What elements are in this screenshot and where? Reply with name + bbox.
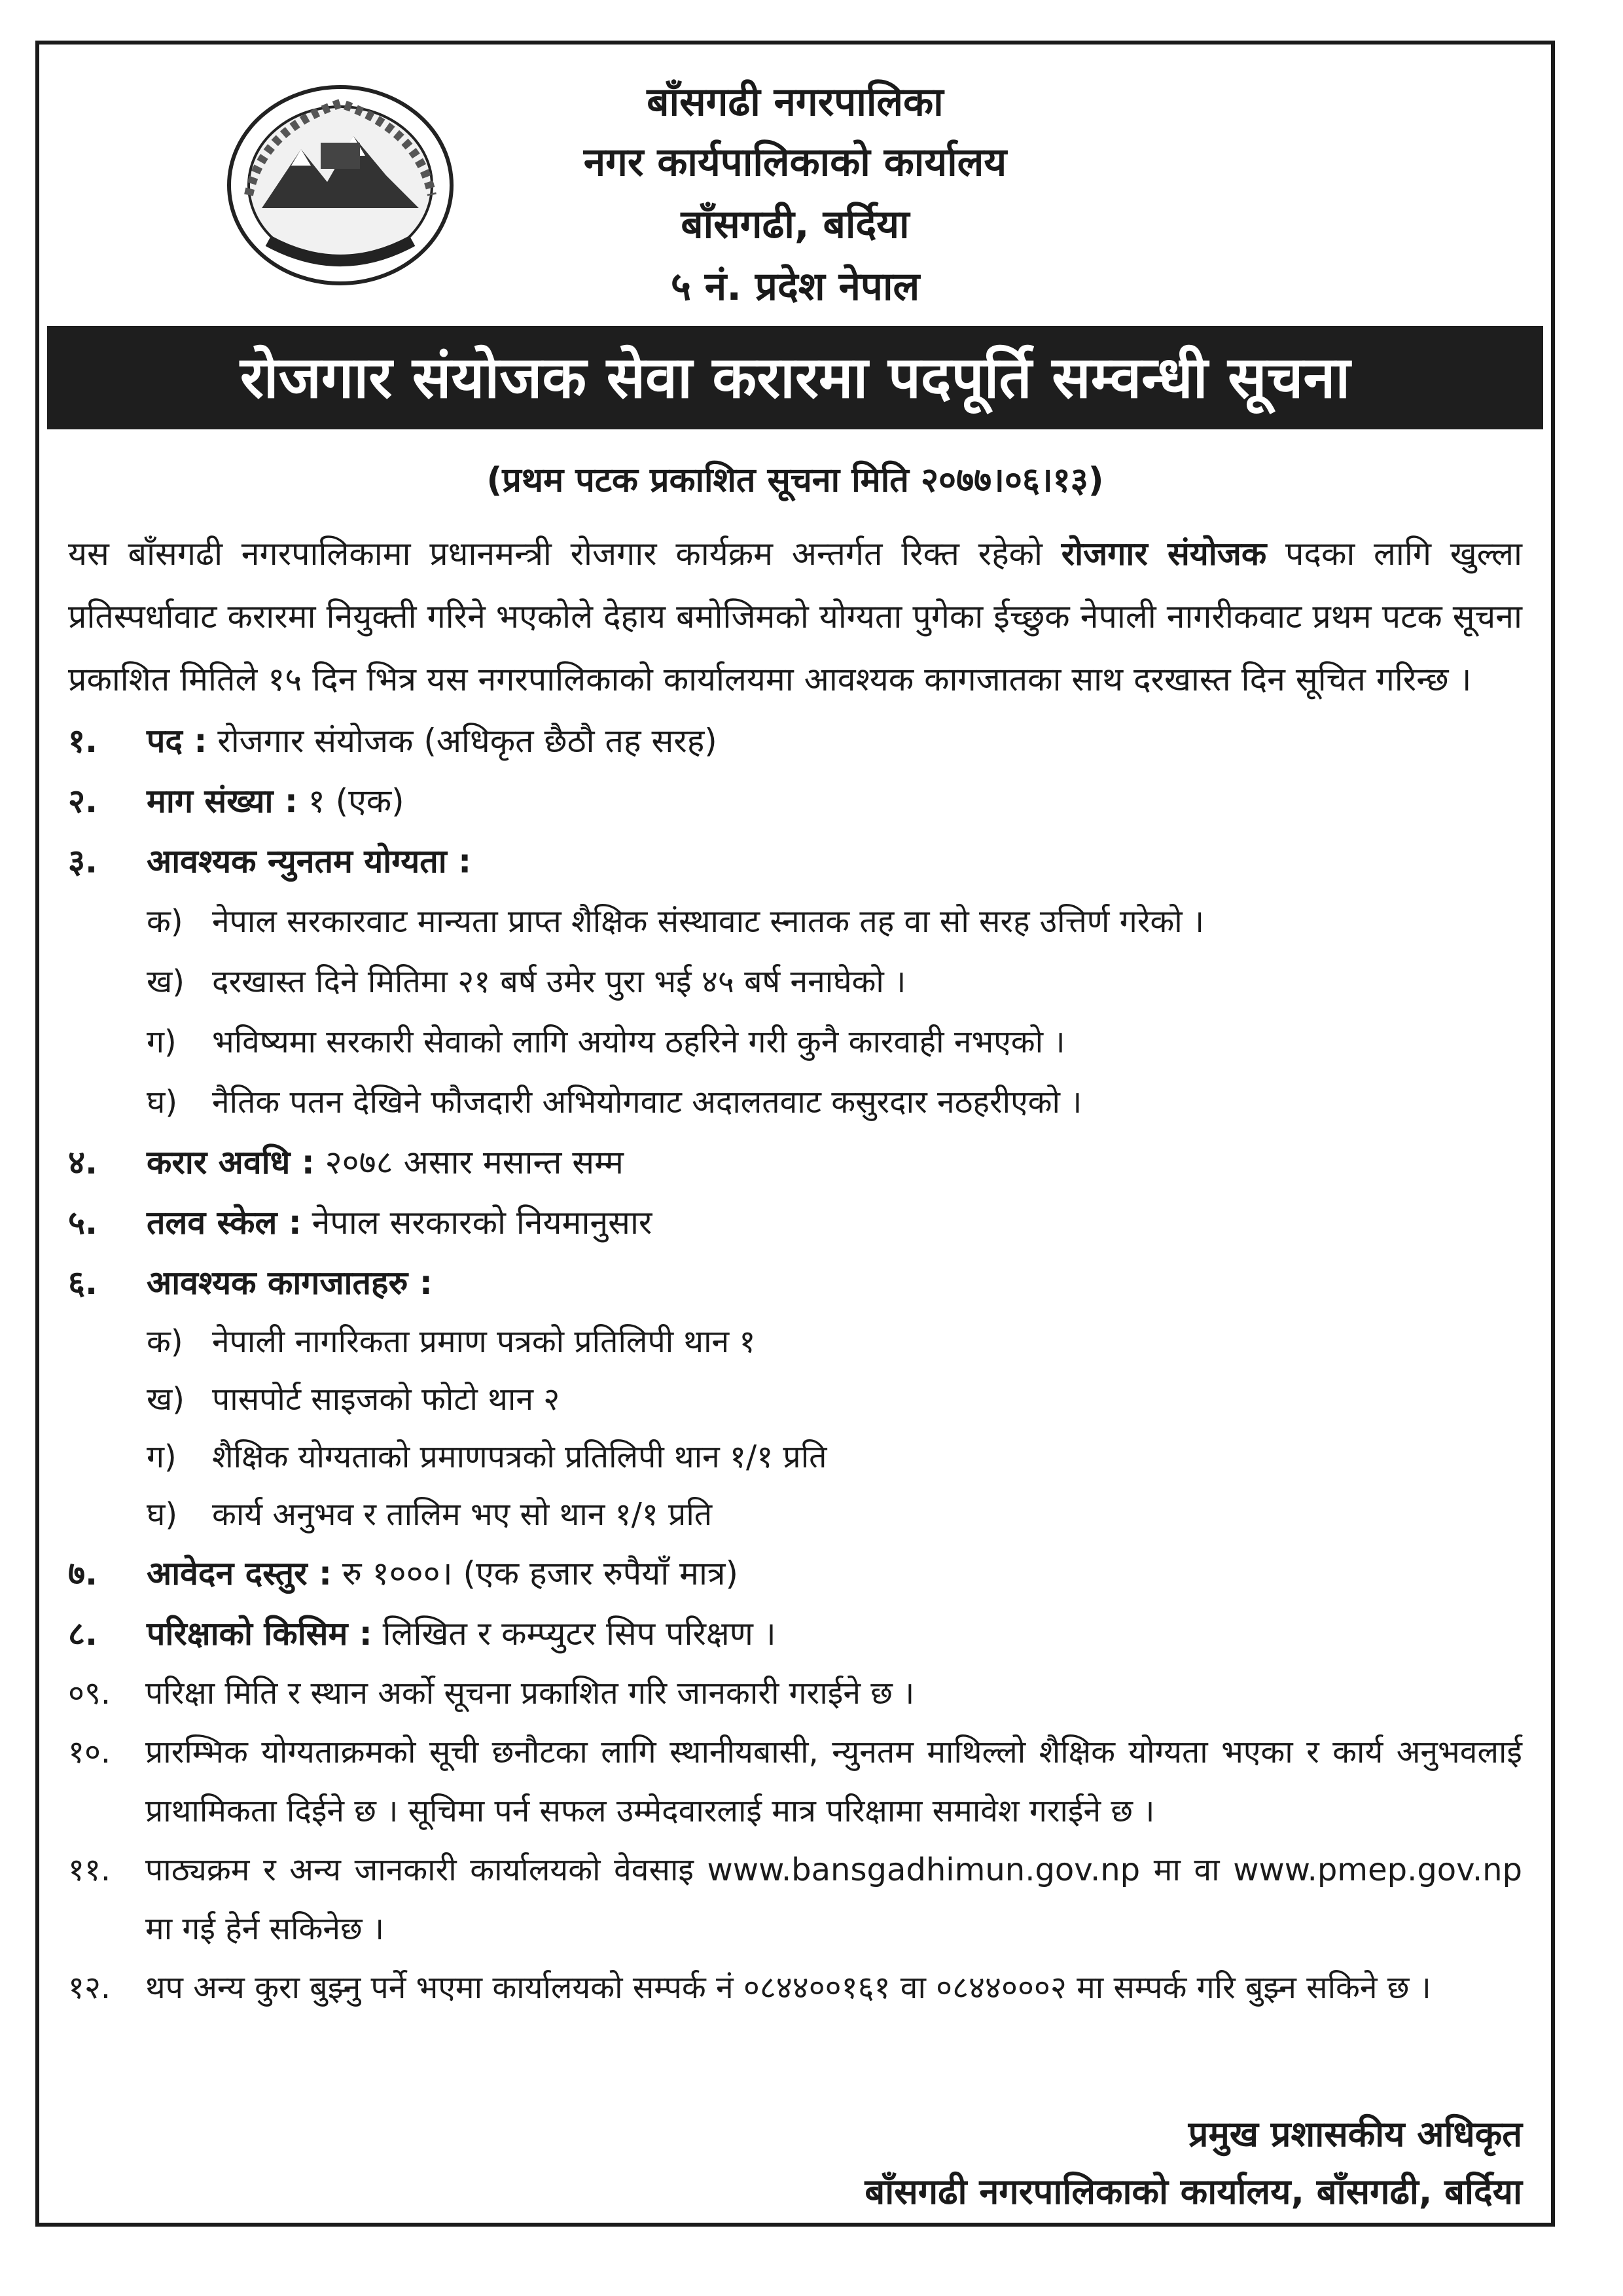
note-item [68, 1840, 1522, 1958]
intro-text-2: पदका लागि खुल्ला प्रतिस्पर्धावाट करारमा नियुक्ती गरिने भएकोले देहाय बमोजिमको योग्यता पुगेका ईच्छुक नेपाली नागरीकवाट प्रथम पटक सूचना प्रकाशित मितिले १५ दिन भित्र यस नगरपालिकाको कार्यालयमा आवश्यक कागजातका साथ दरखास्त दिन सूचित गरिन्छ । [68, 535, 1522, 698]
item-label: आवश्यक न्युनतम योग्यता : [147, 842, 472, 880]
sub-key: ग) [147, 1024, 177, 1060]
sub-text: नेपाल सरकारवाट मान्यता प्राप्त शैक्षिक संस्थावाट स्नातक तह वा सो सरह उत्तिर्ण गरेको । [212, 903, 1205, 940]
item-label: तलव स्केल : [147, 1204, 302, 1242]
note-number: ०९. [68, 1675, 111, 1712]
notice-title: रोजगार संयोजक सेवा करारमा पदपूर्ति सम्वन्धी सूचना [47, 326, 1543, 429]
document-row [68, 1486, 1522, 1543]
note-number: १२. [68, 1969, 111, 2006]
sub-text: शैक्षिक योग्यताको प्रमाणपत्रको प्रतिलिपी थान १/१ प्रति [212, 1439, 827, 1475]
sub-text: नेपाली नागरिकता प्रमाण पत्रको प्रतिलिपी थान १ [212, 1323, 756, 1360]
item-label: माग संख्या : [147, 782, 298, 820]
item-value: नेपाल सरकारको नियमानुसार [312, 1204, 652, 1242]
notice-frame [35, 41, 1555, 2227]
note-text: प्रारम्भिक योग्यताक्रमको सूची छनौटका लागि स्थानीयबासी, न्युनतम माथिल्लो शैक्षिक योग्यता भएका र कार्य अनुभवलाई प्राथामिकता दिईने छ । सूचिमा पर्न सफल उम्मेदवारलाई मात्र परिक्षामा समावेश गराईने छ । [145, 1734, 1522, 1829]
item-label: परिक्षाको किसिम : [147, 1615, 372, 1653]
qualification-row [68, 891, 1522, 952]
office-location: बाँसगढी, बर्दिया [681, 202, 910, 247]
signatory-office: बाँसगढी नगरपालिकाको कार्यालय, बाँसगढी, बर्दिया [865, 2171, 1522, 2212]
notice-body [68, 522, 1522, 2017]
sub-key: घ) [147, 1084, 178, 1121]
sub-key: ख) [147, 963, 185, 1000]
sub-text: कार्य अनुभव र तालिम भए सो थान १/१ प्रति [212, 1496, 713, 1533]
note-text: पाठ्यक्रम र अन्य जानकारी कार्यालयको वेवसाइ www.bansgadhimun.gov.np मा वा www.pmep.gov.np मा गई हेर्न सकिनेछ । [145, 1852, 1522, 1947]
item-documents [68, 1253, 1522, 1313]
item-number: ८. [68, 1615, 98, 1653]
note-text: थप अन्य कुरा बुझ्नु पर्ने भएमा कार्यालयको सम्पर्क नं ०८४४००१६१ वा ०८४४०००२ मा सम्पर्क गरि बुझ्न सकिने छ । [145, 1969, 1431, 2006]
document-row [68, 1313, 1522, 1371]
office-province: ५ नं. प्रदेश नेपाल [670, 264, 920, 310]
note-item [68, 1958, 1522, 2017]
sub-key: घ) [147, 1496, 178, 1533]
item-label: करार अवधि : [147, 1143, 315, 1181]
item-label: आवश्यक कागजातहरु : [147, 1264, 433, 1302]
sub-text: दरखास्त दिने मितिमा २१ बर्ष उमेर पुरा भई ४५ बर्ष ननाघेको । [212, 963, 906, 1000]
item-value: रोजगार संयोजक (अधिकृत छैठौ तह सरह) [217, 722, 717, 760]
item-label: पद : [147, 722, 207, 760]
item-value: २०७८ असार मसान्त सम्म [325, 1143, 624, 1181]
note-item [68, 1723, 1522, 1840]
intro-bold-position: रोजगार संयोजक [1061, 535, 1267, 573]
signatory-title: प्रमुख प्रशासकीय अधिकृत [1188, 2113, 1522, 2155]
intro-text-1: यस बाँसगढी नगरपालिकामा प्रधानमन्त्री रोजगार कार्यक्रम अन्तर्गत रिक्त रहेको [68, 535, 1043, 573]
item-value: रु १०००। (एक हजार रुपैयाँ मात्र) [342, 1554, 739, 1592]
note-text: परिक्षा मिति र स्थान अर्को सूचना प्रकाशित गरि जानकारी गराईने छ । [145, 1675, 915, 1712]
document-row [68, 1371, 1522, 1428]
item-number: २. [68, 782, 98, 820]
item-number: ३. [68, 842, 98, 880]
item-contract-period [68, 1132, 1522, 1193]
sub-key: क) [147, 903, 183, 940]
item-qualification [68, 831, 1522, 891]
notice-date: (प्रथम पटक प्रकाशित सूचना मिति २०७७।०६।१३) [486, 461, 1104, 500]
sub-text: पासपोर्ट साइजको फोटो थान २ [212, 1381, 560, 1418]
item-application-fee [68, 1543, 1522, 1604]
item-number: १. [68, 722, 98, 760]
sub-key: ग) [147, 1439, 177, 1475]
item-value: लिखित र कम्प्युटर सिप परिक्षण । [382, 1615, 776, 1653]
note-number: १०. [68, 1734, 111, 1770]
item-count [68, 771, 1522, 831]
document-row [68, 1428, 1522, 1486]
sub-text: नैतिक पतन देखिने फौजदारी अभियोगवाट अदालतवाट कसुरदार नठहरीएको । [212, 1084, 1082, 1121]
item-number: ७. [68, 1554, 98, 1592]
qualification-row [68, 1012, 1522, 1072]
item-label: आवेदन दस्तुर : [147, 1554, 332, 1592]
item-number: ४. [68, 1143, 98, 1181]
header [39, 45, 1551, 319]
office-subtitle: नगर कार्यपालिकाको कार्यालय [583, 139, 1007, 185]
item-number: ५. [68, 1204, 98, 1242]
sub-key: ख) [147, 1381, 185, 1418]
item-number: ६. [68, 1264, 98, 1302]
note-item [68, 1664, 1522, 1723]
office-name: बाँसगढी नगरपालिका [647, 79, 944, 125]
sub-text: भविष्यमा सरकारी सेवाको लागि अयोग्य ठहरिने गरी कुनै कारवाही नभएको । [212, 1024, 1065, 1060]
note-number: ११. [68, 1852, 111, 1888]
item-value: १ (एक) [308, 782, 404, 820]
sub-key: क) [147, 1323, 183, 1360]
item-position [68, 711, 1522, 771]
qualification-row [68, 952, 1522, 1012]
qualification-row [68, 1072, 1522, 1132]
intro-paragraph [68, 522, 1522, 711]
item-exam-type [68, 1604, 1522, 1664]
item-salary-scale [68, 1193, 1522, 1253]
